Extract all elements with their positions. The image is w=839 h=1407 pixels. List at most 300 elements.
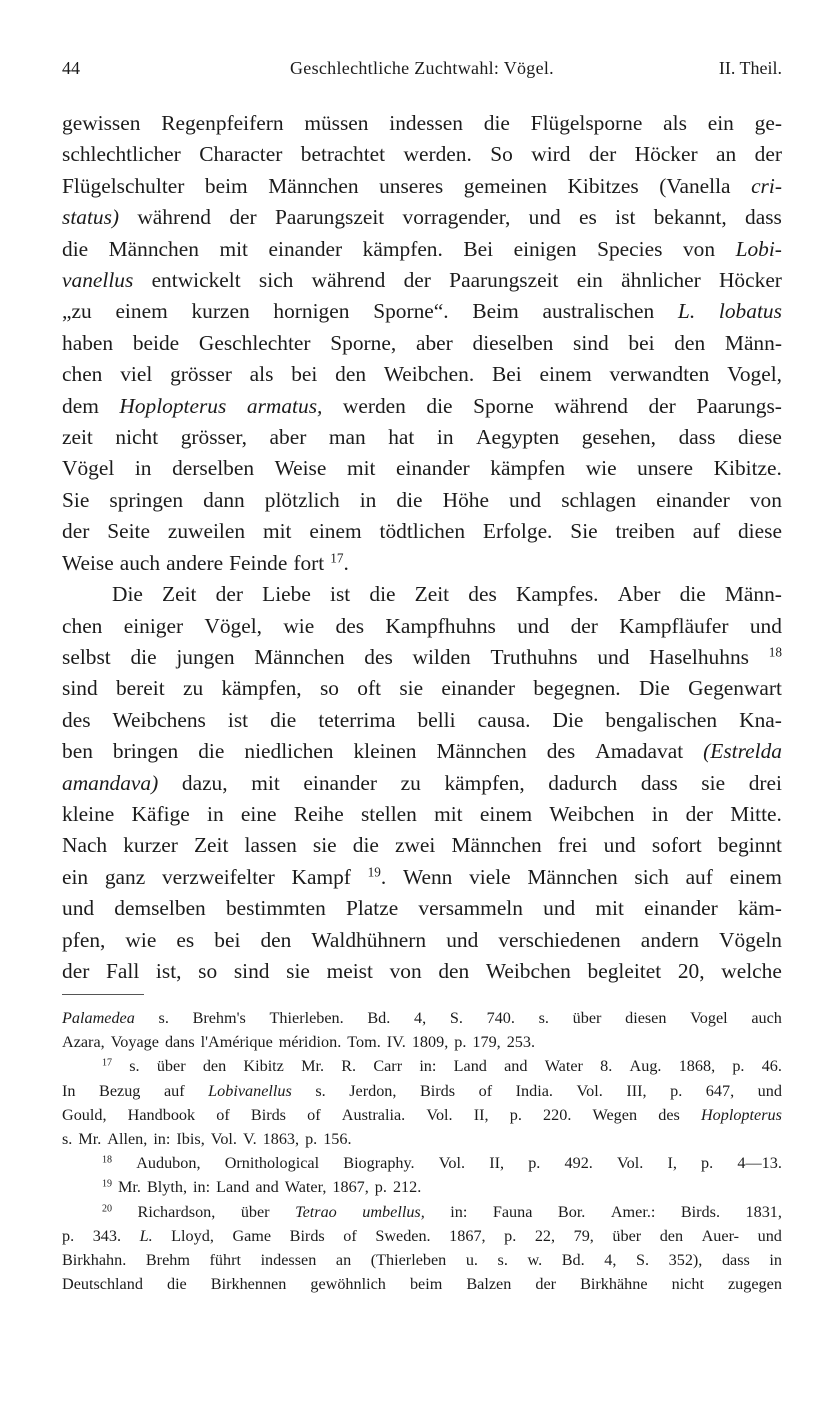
word: Ornithological (224, 1154, 320, 1173)
word: auf (692, 519, 721, 544)
word: über (240, 1202, 270, 1221)
word: Water (544, 1057, 583, 1076)
word: 20, (677, 958, 705, 983)
word: wie (125, 927, 157, 952)
word: selbst (62, 644, 111, 669)
word: 1809, (411, 1033, 449, 1052)
word: Männchen (108, 236, 199, 261)
word: Bor. (557, 1202, 586, 1221)
word: Brehm (145, 1251, 190, 1270)
footnote-line (62, 1224, 782, 1248)
word: tödtlichen (379, 519, 466, 544)
word: meist (326, 958, 373, 983)
word: Truthuhns (490, 644, 578, 669)
word: diese (737, 519, 782, 544)
word: vanellus (62, 268, 134, 293)
word: und (757, 1081, 782, 1100)
footnote-line (62, 1054, 782, 1078)
word: S. (636, 1251, 650, 1270)
word: Tetrao (295, 1202, 337, 1221)
word: wie (283, 613, 315, 638)
word: kämpfen, (444, 770, 525, 795)
word: s. (129, 1057, 140, 1076)
word: II, (489, 1154, 505, 1173)
word: Birkhahn. (62, 1251, 127, 1270)
word: der (685, 801, 713, 826)
footnote-line (62, 1006, 782, 1030)
word: grösser, (180, 425, 247, 450)
text-line (62, 925, 782, 956)
word: in (651, 801, 669, 826)
word: Land (216, 1178, 250, 1197)
word: 4, (414, 1009, 427, 1027)
word: of (343, 1226, 357, 1245)
word: 18 (102, 1154, 113, 1166)
word: Sporne“. (373, 299, 449, 324)
word: Männchen (254, 644, 345, 669)
word: viele (469, 864, 511, 889)
word: 1831, (745, 1202, 782, 1221)
word: demselben (114, 896, 206, 921)
word: schlechtlicher (62, 142, 181, 167)
text-line (62, 108, 782, 139)
word: Character (199, 142, 283, 167)
word: and (255, 1178, 279, 1197)
word: Kampfhuhns (385, 613, 496, 638)
word: unseres (379, 173, 444, 198)
word: den (659, 1226, 684, 1245)
word: p. (454, 1033, 467, 1052)
word: man (328, 425, 366, 450)
word: Sie (62, 487, 90, 512)
word: von (389, 958, 422, 983)
word: Haselhuhns (649, 644, 749, 669)
word: kurzer (123, 833, 178, 858)
word: sind (573, 330, 609, 355)
word: nicht (671, 1275, 704, 1294)
word: Geschlechter (198, 330, 311, 355)
word: Männchen (451, 833, 542, 858)
word: Birds (250, 1105, 286, 1124)
word: Vol. (438, 1154, 466, 1173)
word: und (446, 927, 479, 952)
word: werden. (403, 142, 472, 167)
word: $^{19}$. (367, 864, 387, 889)
word: während (137, 205, 212, 230)
word: 1863, (262, 1130, 300, 1149)
word: Birds. (680, 1202, 721, 1221)
word: Vol. (576, 1081, 603, 1100)
word: status) (62, 205, 120, 230)
word: beim (409, 1275, 443, 1294)
word: (Estrelda (703, 739, 782, 764)
word: ist (330, 582, 351, 607)
word: begegnen. (533, 676, 621, 701)
word: 156. (323, 1130, 352, 1149)
word: des (62, 707, 91, 732)
word: in (134, 456, 152, 481)
word: Amer.: (610, 1202, 656, 1221)
word: die (270, 707, 297, 732)
word: Fall (105, 958, 140, 983)
word: 220. (543, 1105, 572, 1124)
word: treiben (615, 519, 675, 544)
word: aber (269, 425, 307, 450)
word: die (130, 644, 157, 669)
word: einigen (513, 236, 577, 261)
word: einander (396, 456, 470, 481)
word: unsere (637, 456, 693, 481)
word: Allen, (107, 1130, 148, 1149)
word: der (215, 582, 243, 607)
word: Bd. (367, 1009, 391, 1027)
word: Thierleben. (269, 1009, 344, 1027)
word: 79, (573, 1226, 594, 1245)
footnote-line (62, 1151, 782, 1175)
word: p. (732, 1057, 745, 1076)
word: mit (262, 519, 292, 544)
word: haben (62, 330, 114, 355)
word: gewissen (62, 111, 141, 135)
word: p. (701, 1154, 714, 1173)
word: des (546, 739, 576, 764)
word: Mr. (118, 1178, 141, 1197)
word: chen (62, 613, 103, 638)
word: auch (751, 1009, 782, 1027)
text-line (62, 642, 782, 673)
word: s. (497, 1251, 508, 1270)
word: Weibchen. (383, 362, 475, 387)
word: V. (242, 1130, 257, 1149)
word: sich (634, 864, 669, 889)
word: der (588, 142, 617, 167)
word: Lobi- (735, 236, 782, 261)
word: 1867, (332, 1178, 369, 1197)
footnote-line (62, 1248, 782, 1272)
word: Sporne (473, 393, 534, 418)
word: Tom. (347, 1033, 381, 1052)
word: u. (465, 1251, 478, 1270)
footnotes (62, 1006, 782, 1296)
word: s. (158, 1009, 169, 1027)
word: Auer- (701, 1226, 740, 1245)
word: 1867, (449, 1226, 486, 1245)
word: versammeln (418, 896, 523, 921)
word: zeit (62, 425, 93, 450)
word: als (663, 111, 687, 135)
word: Kibitzes (567, 173, 639, 198)
footnote-line (62, 1079, 782, 1103)
word: Höhe (442, 487, 489, 512)
word: Bei (463, 236, 494, 261)
word: Männchen (268, 173, 359, 198)
word: pfen, (62, 927, 106, 952)
word: sie (312, 833, 337, 858)
word: l'Amérique (200, 1033, 273, 1052)
main-text (62, 108, 782, 987)
word: die (483, 111, 510, 135)
word: Hoplopterus (700, 1105, 782, 1124)
word: einem (539, 362, 592, 387)
word: India. (515, 1081, 553, 1100)
word: beim (204, 173, 248, 198)
word: über (156, 1057, 186, 1076)
word: bei (214, 927, 241, 952)
word: Weise (62, 550, 114, 575)
word: 179, (472, 1033, 501, 1052)
text-line (62, 516, 782, 547)
word: mit (434, 801, 463, 826)
word: welche (721, 958, 782, 983)
word: dieselben (472, 330, 554, 355)
word: chen (62, 362, 103, 387)
word: einander (644, 896, 718, 921)
part-label: II. Theil. (718, 58, 782, 78)
word: kurzen (191, 299, 250, 324)
word: Brehm's (192, 1009, 246, 1027)
word: der (62, 519, 90, 544)
footnote-line (62, 1103, 782, 1127)
word: Reihe (293, 801, 344, 826)
word: dazu, (181, 770, 228, 795)
word: 212. (392, 1178, 422, 1197)
word: jungen (176, 644, 235, 669)
word: der (754, 142, 782, 167)
text-line (62, 611, 782, 642)
word: aber (415, 330, 453, 355)
word: kleine (62, 801, 115, 826)
word: 19 (102, 1178, 113, 1190)
word: mit (219, 236, 248, 261)
word: plötzlich (264, 487, 340, 512)
word: indessen (260, 1251, 317, 1270)
text-line (62, 485, 782, 516)
word: den (674, 330, 706, 355)
word: Liebe (262, 582, 311, 607)
word: begleitet (587, 958, 662, 983)
word: Mr. (78, 1130, 102, 1149)
word: of (216, 1105, 230, 1124)
word: Game (232, 1226, 272, 1245)
word: Sweden. (375, 1226, 431, 1245)
word: die (166, 1275, 187, 1294)
word: in: (419, 1057, 437, 1076)
word: einander (303, 770, 378, 795)
word: 4, (604, 1251, 617, 1270)
word: Höcker (634, 142, 698, 167)
word: kleinen (353, 739, 417, 764)
word: den (260, 927, 292, 952)
word: die (396, 487, 423, 512)
word: ist, (155, 958, 182, 983)
word: der (570, 613, 598, 638)
word: einem (115, 299, 168, 324)
word: Kampf (291, 864, 351, 889)
word: sie (701, 770, 726, 795)
word: Vol. (426, 1105, 453, 1124)
word: der (62, 958, 90, 983)
word: auch (119, 550, 161, 575)
word: Vögel (62, 456, 115, 481)
word: 647, (705, 1081, 735, 1100)
word: Nach (62, 833, 108, 858)
word: Gegenwart (688, 676, 782, 701)
text-line (62, 202, 782, 233)
word: über (612, 1226, 642, 1245)
word: Aug. (629, 1057, 662, 1076)
word: s. (315, 1081, 326, 1100)
word: 8. (600, 1057, 613, 1076)
word: Carr (373, 1057, 403, 1076)
word: Lobivanellus (208, 1081, 292, 1100)
word: Wenn (402, 864, 453, 889)
word: oft (357, 676, 382, 701)
text-line (62, 265, 782, 296)
word: 343. (92, 1226, 122, 1245)
word: Wegen (592, 1105, 638, 1124)
word: des (335, 613, 365, 638)
word: dann (203, 487, 245, 512)
word: zwei (394, 833, 436, 858)
word: zugegen (728, 1275, 782, 1294)
word: So (490, 142, 513, 167)
text-line (62, 296, 782, 327)
word: niedlichen (244, 739, 334, 764)
word: Amadavat (595, 739, 684, 764)
word: p. (62, 1226, 75, 1245)
word: Vögeln (719, 927, 782, 952)
word: fort (293, 550, 325, 575)
word: bestimmten (225, 896, 326, 921)
word: Aber (617, 582, 661, 607)
word: gewöhnlich (310, 1275, 386, 1294)
word: verwandten (609, 362, 710, 387)
word: p. (374, 1178, 387, 1197)
word: wilden (412, 644, 471, 669)
word: den (335, 362, 367, 387)
running-title: Geschlechtliche Zuchtwahl: Vögel. (290, 58, 554, 78)
word: p. (305, 1130, 318, 1149)
word: hornigen (273, 299, 350, 324)
word: lassen (244, 833, 297, 858)
word: Weise (274, 456, 327, 481)
word: einander (441, 676, 516, 701)
word: ähnlicher (621, 268, 701, 293)
word: müssen (304, 111, 369, 135)
word: andere (166, 550, 224, 575)
word: umbellus, (362, 1202, 425, 1221)
word: grösser (170, 362, 232, 387)
word: Paarungs- (696, 393, 782, 418)
word: derselben (172, 456, 255, 481)
word: Männchen (436, 739, 527, 764)
word: in (359, 487, 377, 512)
word: Voyage (110, 1033, 159, 1052)
word: I, (667, 1154, 677, 1173)
word: Platze (345, 896, 399, 921)
word: die (369, 582, 396, 607)
text-line (62, 736, 782, 767)
word: und (62, 896, 95, 921)
word: Gould, (62, 1105, 107, 1124)
word: Sporne, (330, 330, 397, 355)
word: drei (748, 770, 782, 795)
word: in: (193, 1178, 211, 1197)
word: und (517, 613, 550, 638)
word: lobatus (718, 299, 782, 324)
word: 4—13. (737, 1154, 782, 1173)
word: zu (400, 770, 421, 795)
page-number: 44 (62, 58, 80, 78)
word: p. (509, 1105, 522, 1124)
text-line (62, 422, 782, 453)
word: verschiedenen (498, 927, 621, 952)
word: von (682, 236, 716, 261)
word: ein (707, 111, 734, 135)
word: Audubon, (136, 1154, 201, 1173)
word: Richardson, (137, 1202, 216, 1221)
word: p. (670, 1081, 683, 1100)
text-line (62, 893, 782, 924)
word: Bezug (99, 1081, 141, 1100)
word: Weibchens (112, 707, 206, 732)
word: Männchen (527, 864, 618, 889)
word: von (749, 487, 782, 512)
text-line (62, 359, 782, 390)
text-line (62, 956, 782, 987)
word: und (543, 896, 576, 921)
word: den (202, 1057, 227, 1076)
word: Kampfläufer (619, 613, 729, 638)
word: wie (585, 456, 617, 481)
word: über (572, 1009, 602, 1027)
word: and (504, 1057, 528, 1076)
word: Paarungszeit (274, 205, 385, 230)
word: ist (227, 707, 249, 732)
word: dass (721, 1251, 750, 1270)
word: bringen (112, 739, 179, 764)
word: Zeit (414, 582, 450, 607)
word: des (468, 582, 497, 607)
word: beide (132, 330, 180, 355)
word: 253. (506, 1033, 536, 1052)
word: und (528, 205, 561, 230)
word: der (648, 393, 676, 418)
word: L. (139, 1226, 153, 1245)
word: dass (678, 425, 716, 450)
word: führt (209, 1251, 241, 1270)
word: einander (268, 236, 343, 261)
word: den (438, 958, 470, 983)
word: dass (640, 770, 678, 795)
word: sofort (651, 833, 702, 858)
text-line (62, 234, 782, 265)
text-line (62, 391, 782, 422)
word: Sie (570, 519, 598, 544)
word: der (535, 1275, 557, 1294)
word: $^{17}$. (330, 550, 349, 575)
word: sind (62, 676, 98, 701)
word: ganz (104, 864, 146, 889)
word: Balzen (466, 1275, 512, 1294)
word: stellen (360, 801, 417, 826)
word: belli (417, 707, 456, 732)
word: sich (258, 268, 294, 293)
word: 46. (761, 1057, 782, 1076)
word: of (307, 1105, 321, 1124)
word: cri- (751, 173, 782, 198)
word: die (62, 236, 89, 261)
